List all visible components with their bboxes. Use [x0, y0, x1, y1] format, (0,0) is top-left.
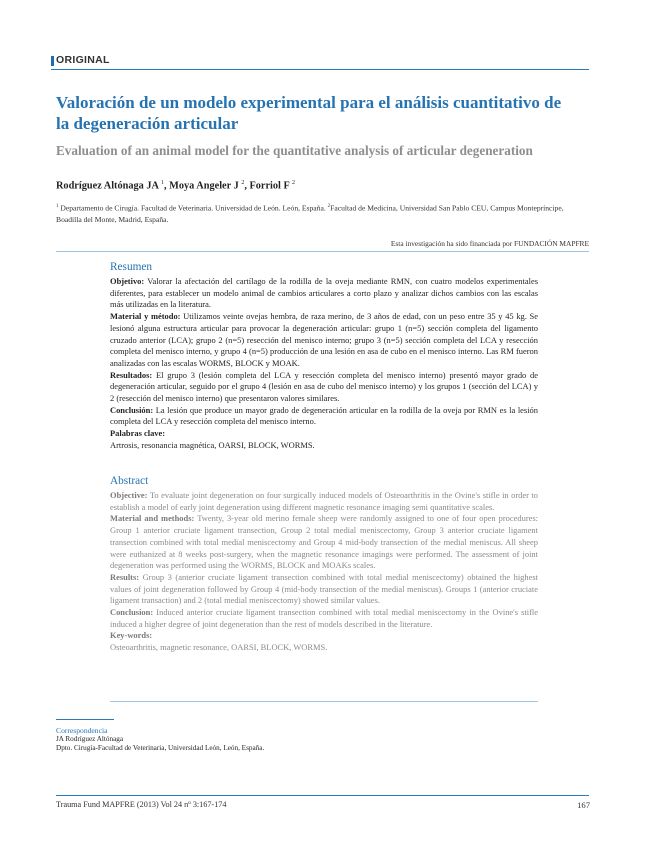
abstract-keywords: Osteoarthritis, magnetic resonance, OARSI, BLOCK, WORMS.: [110, 642, 328, 653]
title-spanish: Valoración de un modelo experimental para el análisis cuantitativo de la degeneración articular: [56, 93, 562, 133]
author-name: Rodríguez Altónaga JA: [56, 180, 159, 192]
correspondence-name: JA Rodríguez Altónaga: [56, 735, 124, 743]
abstract-objective: Objective: To evaluate joint degeneration on four surgically induced models of Osteoarthritis in the Ovine's stifle in order to establish a model of early joint degeneration using different magnetic resonance imaging semi quantitative scales.: [110, 490, 538, 512]
resumen-material: Material y método: Utilizamos veinte ovejas hembra, de raza merino, de 3 años de edad, con un peso entre 35 y 45 kg. Se lesionó alguna estructura articular para provocar la degeneración articular: grupo 1 (n=5) sección completa del ligamento cruzado anterior (LCA); grupo 2 (n=5) resección del menisco interno; grupo 3 (n=5) sección completa del LCA y resección completa del menisco interno, y grupo 4 (n=5) producción de una lesión en asa de cubo en el menisco interno. Las RM fueron analizadas con las escalas WORMS, BLOCK y MOAK.: [110, 311, 538, 368]
resumen-keywords: Artrosis, resonancia magnética, OARSI, BLOCK, WORMS.: [110, 439, 315, 450]
author-affil-mark: 2: [291, 180, 295, 186]
resumen-body: [110, 276, 538, 452]
abstract-results: Results: Group 3 (anterior cruciate ligament transection combined with total medial meniscectomy) obtained the highest values of joint degeneration followed by Group 4 (mid-body transection of the medial meniscus). Groups 1 (anterior cruciate ligament transaction) and 2 (total medial meniscectomy) showed similar values.: [110, 571, 538, 606]
section-label: ORIGINAL: [56, 54, 110, 66]
journal-citation: Trauma Fund MAPFRE (2013) Vol 24 nº 3:167-174: [56, 800, 227, 809]
affil-text: Facultad de Medicina, Universidad San Pablo CEU, Campus Montepríncipe, Boadilla del Monte, Madrid, España.: [56, 203, 564, 224]
abstract-keywords-label: Key-words:: [110, 630, 153, 641]
affiliations: [56, 201, 589, 225]
footer-rule: [56, 795, 589, 796]
abstract-body: [110, 490, 538, 654]
author-list: Rodríguez Altónaga JA $^1$, Moya Angeler J $^2$, Forriol F $^2$: [56, 180, 295, 192]
correspondence-address: Dpto. Cirugía-Facultad de Veterinaria, Universidad León, León, España.: [56, 744, 265, 752]
resumen-keywords-label: Palabras clave:: [110, 428, 166, 439]
abstract-conclusion: Conclusion: Induced anterior cruciate ligament transection combined with total medial meniscectomy in the Ovine's stifle induced a higher degree of joint degeneration than the rest of models described in the literature.: [110, 607, 538, 629]
resumen-conclusion: Conclusión: La lesión que produce un mayor grado de degeneración articular en la rodilla de la oveja por RMN es la lesión completa del LCA y resección completa del menisco interno.: [110, 404, 538, 427]
resumen-heading: Resumen: [110, 261, 153, 273]
author-name: Moya Angeler J: [169, 180, 239, 192]
section-marker: [51, 56, 54, 66]
funding-rule: [56, 251, 589, 252]
title-english: Evaluation of an animal model for the quantitative analysis of articular degeneration: [56, 143, 533, 158]
funding-note: Esta investigación ha sido financiada por FUNDACIÓN MAPFRE: [390, 239, 589, 248]
affil-text: Departamento de Cirugía. Facultad de Veterinaria. Universidad de León. León, España.: [58, 203, 328, 213]
affil-mark: 1: [56, 204, 59, 209]
abstract-methods: Material and methods: Twenty, 3-year old merino female sheep were randomly assigned to one of four open procedures: Group 1 anterior cruciate ligament transection, Group 2 total medial meniscectomy, Group 3 anterior cruciate ligament transection combined with total medial meniscectomy and Group 4 mid-body transection of the medial meniscus. All sheep were euthanized at 8 weeks post-surgery, when the magnetic resonance imagings were performed. The assessment of joint degeneration was performed using the WORMS, BLOCK and MOAKs scales.: [110, 513, 539, 571]
header-rule: [51, 69, 589, 70]
resumen-objetivo: Objetivo: Valorar la afectación del cartílago de la rodilla de la oveja mediante RMN, con cuatro modelos experimentales diferentes, para establecer un modelo animal de cambios articulares a corto plazo y analizar dichos cambios con las escalas más utilizadas en la literatura.: [110, 276, 538, 310]
affil-mark: 2: [327, 204, 331, 209]
correspondence-rule: [56, 719, 114, 720]
correspondence-heading: Correspondencia: [56, 726, 108, 735]
abstract-heading: Abstract: [110, 475, 149, 487]
author-affil-mark: 1: [160, 180, 164, 186]
page-number: 167: [577, 800, 590, 810]
resumen-resultados: Resultados: El grupo 3 (lesión completa del LCA y resección completa del menisco interno) presentó mayor grado de degeneración articular, seguido por el grupo 4 (lesión en asa de cubo del menisco interno) y los grupos 1 (sección del LCA) y 2 (resección del menisco interno) que presentaron valores similares.: [110, 369, 538, 404]
author-name: Forriol F: [249, 180, 290, 192]
abstract-end-rule: [110, 701, 538, 702]
author-affil-mark: 2: [241, 180, 245, 186]
